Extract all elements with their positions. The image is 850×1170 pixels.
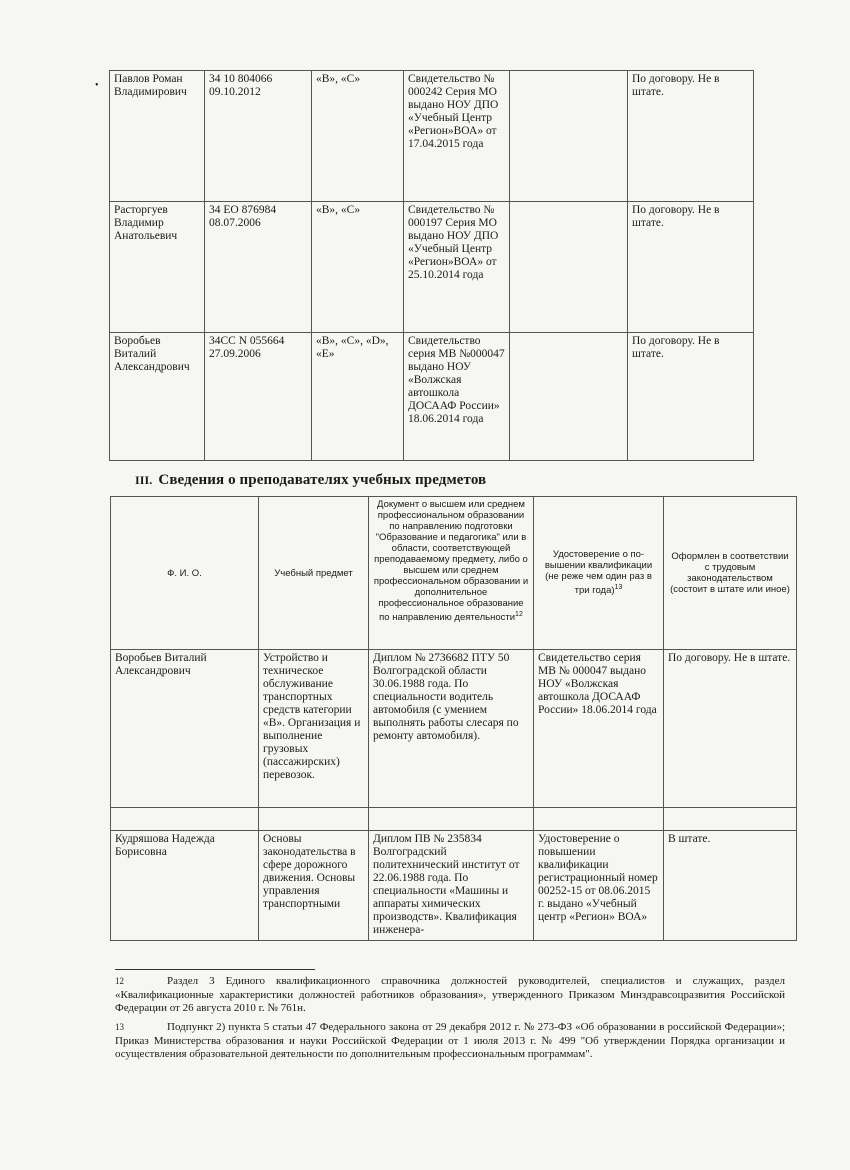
teacher-qualification: Свидетельство серия МВ № 000047 выдано НОУ «Волжская автошкола ДОСААФ России» 18.06.2014 года bbox=[534, 650, 664, 808]
teacher-subject: Основы законодательства в сфере дорожного движения. Основы управления транспортными bbox=[259, 831, 369, 941]
staff-name: Павлов Роман Владимирович bbox=[110, 71, 205, 202]
teacher-employment: В штате. bbox=[664, 831, 797, 941]
footnote-divider bbox=[115, 969, 315, 970]
table-row bbox=[111, 650, 797, 808]
employment-status: По договору. Не в штате. bbox=[628, 71, 754, 202]
footnote bbox=[115, 1021, 785, 1062]
header-document bbox=[369, 497, 534, 650]
empty-cell bbox=[510, 333, 628, 461]
section-number: III. bbox=[135, 473, 153, 487]
empty-cell bbox=[510, 71, 628, 202]
section-heading bbox=[135, 472, 486, 489]
header-qualification-text: Удостоверение о по-вышении квалификации (не реже чем один раз в три года) bbox=[544, 549, 653, 597]
driver-license: 34СС N 055664 27.09.2006 bbox=[205, 333, 312, 461]
footnote-text: Подпункт 2) пункта 5 статьи 47 Федерального закона от 29 декабря 2012 г. № 273-ФЗ «Об образовании в российской Федерации»; Приказ Министерства образования и науки Российской Федерации от 1 июля 2013 г. № 499 "Об утверждении Порядка организации и осуществления образовательной деятельности по дополнительным профессиональным программам". bbox=[115, 1021, 785, 1060]
scan-dot: • bbox=[95, 80, 99, 91]
employment-status: По договору. Не в штате. bbox=[628, 202, 754, 333]
teacher-subject: Устройство и техническое обслуживание транспортных средств категории «В». Организация и выполнение грузовых (пассажирских) перевозок. bbox=[259, 650, 369, 808]
training-certificate: Свидетельство серия МВ №000047 выдано НОУ «Волжская автошкола ДОСААФ России» 18.06.2014 года bbox=[404, 333, 510, 461]
footnote-ref: 12 bbox=[515, 611, 523, 618]
license-categories: «В», «С» bbox=[312, 202, 404, 333]
teacher-employment: По договору. Не в штате. bbox=[664, 650, 797, 808]
table-row bbox=[110, 202, 754, 333]
footnote-ref: 13 bbox=[614, 584, 623, 592]
header-document-text: Документ о высшем или среднем профессиональном образовании по направлению подготовки "Образование и педагогика" или в области, соответствующей преподаваемому предмету, либо о высшем или среднем профессиональном образовании и дополнительное профессиональное образование по направлению деятельности bbox=[373, 499, 529, 624]
footnote-mark: 12 bbox=[115, 976, 124, 986]
staff-name: Расторгуев Владимир Анатольевич bbox=[110, 202, 205, 333]
header-name: Ф. И. О. bbox=[111, 497, 259, 650]
teachers-table bbox=[110, 496, 797, 941]
instructors-table bbox=[109, 70, 754, 461]
table-row bbox=[111, 831, 797, 941]
training-certificate: Свидетельство № 000197 Серия МО выдано НОУ ДПО «Учебный Центр «Регион»ВОА» от 25.10.2014 года bbox=[404, 202, 510, 333]
teacher-name: Кудряшова Надежда Борисовна bbox=[111, 831, 259, 941]
table-header-row bbox=[111, 497, 797, 650]
header-employment: Оформлен в соответствии с трудовым законодательством (состоит в штате или иное) bbox=[664, 497, 797, 650]
driver-license: 34 ЕО 876984 08.07.2006 bbox=[205, 202, 312, 333]
driver-license: 34 10 804066 09.10.2012 bbox=[205, 71, 312, 202]
employment-status: По договору. Не в штате. bbox=[628, 333, 754, 461]
header-qualification bbox=[534, 497, 664, 650]
teacher-name: Воробьев Виталий Александрович bbox=[111, 650, 259, 808]
footnote-text: Раздел 3 Единого квалификационного справочника должностей руководителей, специалистов и служащих, раздел «Квалификационные характеристики должностей работников образования», утвержденного Приказом Минздравсоцразвития Российской Федерации от 26 августа 2010 г. № 761н. bbox=[115, 975, 785, 1014]
staff-name: Воробьев Виталий Александрович bbox=[110, 333, 205, 461]
license-categories: «В», «С», «D», «Е» bbox=[312, 333, 404, 461]
teacher-qualification: Удостоверение о повышении квалификации регистрационный номер 00252-15 от 08.06.2015 г. выдано «Учебный центр «Регион» ВОА» bbox=[534, 831, 664, 941]
teacher-document: Диплом № 2736682 ПТУ 50 Волгоградской области 30.06.1988 года. По специальности водитель автомобиля (с умением выполнять работы слесаря по ремонту автомобиля). bbox=[369, 650, 534, 808]
footnote-mark: 13 bbox=[115, 1022, 124, 1032]
table-row-empty bbox=[111, 808, 797, 831]
footnote bbox=[115, 975, 785, 1016]
training-certificate: Свидетельство № 000242 Серия МО выдано НОУ ДПО «Учебный Центр «Регион»ВОА» от 17.04.2015 года bbox=[404, 71, 510, 202]
table-row bbox=[110, 333, 754, 461]
table-row bbox=[110, 71, 754, 202]
license-categories: «В», «С» bbox=[312, 71, 404, 202]
teacher-document: Диплом ПВ № 235834 Волгоградский политехнический институт от 22.06.1988 года. По специальности «Машины и аппараты химических производств». Квалификация инженера- bbox=[369, 831, 534, 941]
header-subject: Учебный предмет bbox=[259, 497, 369, 650]
empty-cell bbox=[510, 202, 628, 333]
section-title: Сведения о преподавателях учебных предметов bbox=[158, 472, 487, 488]
